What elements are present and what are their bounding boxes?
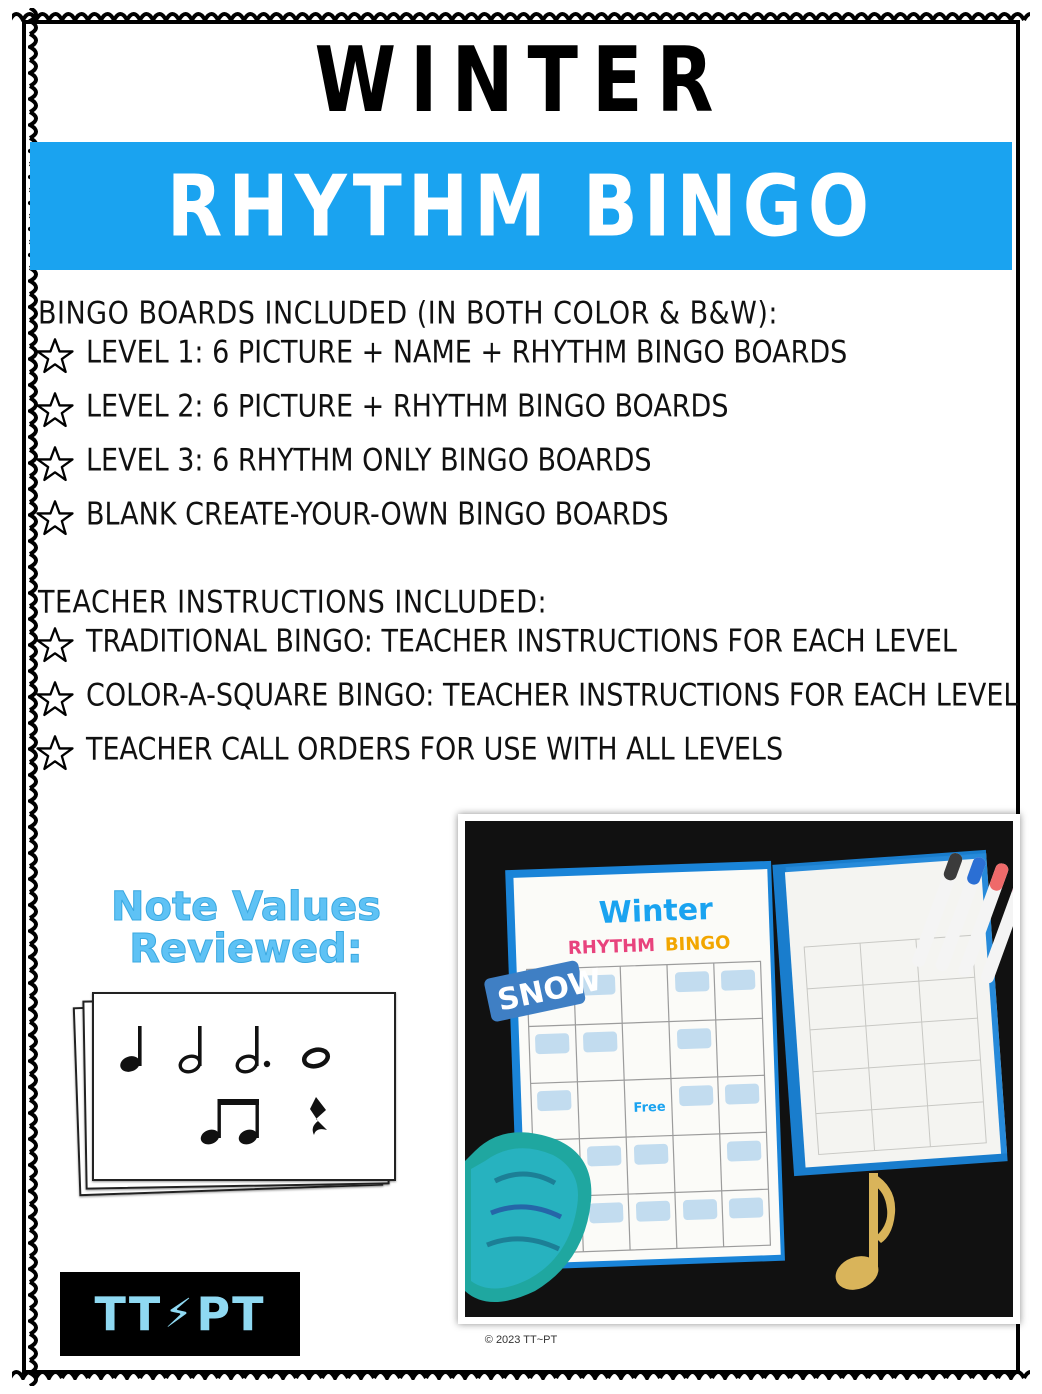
product-photo: [458, 814, 1020, 1324]
whole-note-icon: [302, 1047, 329, 1069]
list-item: [36, 732, 1006, 776]
note-values-title-line1: Note Values: [110, 884, 382, 930]
half-note-icon: [178, 1026, 202, 1074]
copyright-text: © 2023 TT~PT: [484, 1334, 558, 1346]
list-item-label: LEVEL 1: 6 PICTURE + NAME + RHYTHM BINGO BOARDS: [86, 334, 848, 371]
svg-text:RHYTHM: RHYTHM: [567, 935, 656, 960]
subtitle-banner: [30, 142, 1012, 270]
star-icon: [36, 445, 74, 483]
list-item: [36, 335, 1006, 379]
logo-right: PT: [196, 1287, 266, 1341]
list-item-label: BLANK CREATE-YOUR-OWN BINGO BOARDS: [86, 496, 669, 533]
page-subtitle: RHYTHM BINGO: [166, 156, 876, 256]
list-item: [36, 624, 1006, 668]
lightning-bolt-icon: ⚡: [164, 1291, 195, 1337]
list-item: [36, 389, 1006, 433]
svg-text:BINGO: BINGO: [664, 932, 731, 956]
quarter-rest-icon: [310, 1097, 327, 1135]
svg-text:Winter: Winter: [598, 891, 714, 931]
logo-left: TT: [94, 1287, 163, 1341]
body-content: [30, 270, 1019, 776]
list-item-label: LEVEL 3: 6 RHYTHM ONLY BINGO BOARDS: [86, 442, 652, 479]
instructions-section-lead: TEACHER INSTRUCTIONS INCLUDED:: [38, 584, 548, 621]
star-icon: [36, 337, 74, 375]
list-item: [36, 677, 1019, 722]
list-item: [36, 443, 1006, 487]
photo-illustration: [465, 821, 1013, 1317]
list-item-label: LEVEL 2: 6 PICTURE + RHYTHM BINGO BOARDS: [86, 388, 729, 425]
poster-content: [30, 24, 1019, 1368]
star-icon: [36, 626, 74, 664]
list-item-label: TEACHER CALL ORDERS FOR USE WITH ALL LEVELS: [86, 731, 784, 768]
dotted-half-note-icon: [235, 1026, 270, 1074]
note-values-cards: [76, 992, 406, 1202]
logo-text: [95, 1287, 266, 1341]
boards-section-lead: BINGO BOARDS INCLUDED (IN BOTH COLOR & B&W):: [38, 295, 778, 332]
page-title: WINTER: [314, 27, 728, 133]
star-icon: [36, 391, 74, 429]
star-icon: [36, 499, 74, 537]
note-values-block: [76, 886, 416, 1202]
eighth-note-pair-icon: [199, 1099, 260, 1147]
note-values-title-line2: Reviewed:: [129, 926, 363, 972]
star-icon: [36, 734, 74, 772]
svg-text:SNOW: SNOW: [494, 962, 605, 1019]
list-item-label: COLOR-A-SQUARE BINGO: TEACHER INSTRUCTIONS FOR EACH LEVEL: [86, 677, 1019, 714]
list-item: [36, 497, 1006, 541]
list-item-label: TRADITIONAL BINGO: TEACHER INSTRUCTIONS FOR EACH LEVEL: [86, 623, 957, 660]
star-icon: [36, 680, 74, 718]
svg-text:Free: Free: [633, 1099, 666, 1116]
note-symbols: [92, 992, 392, 1177]
spacer: [36, 551, 1006, 585]
quarter-note-icon: [118, 1026, 142, 1074]
